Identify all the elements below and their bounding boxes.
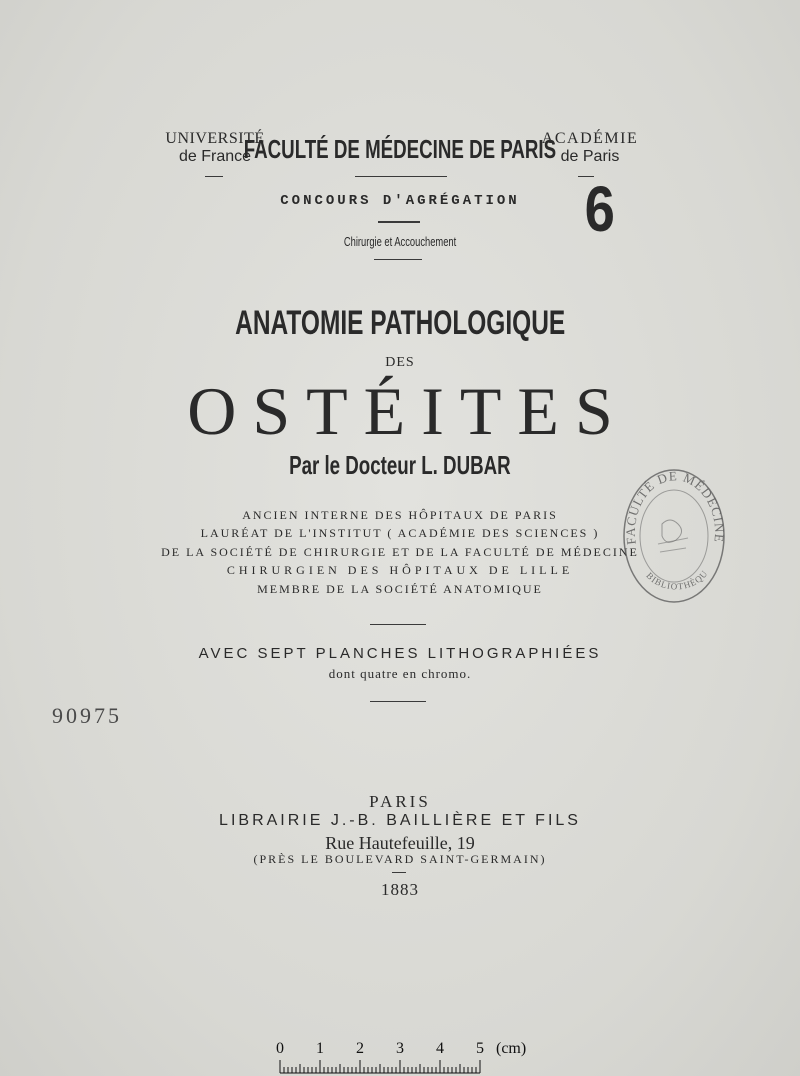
divider: [355, 176, 447, 177]
title-line-1: ANATOMIE PATHOLOGIQUE: [234, 304, 566, 342]
publication-year: 1883: [381, 880, 419, 899]
plates-line: AVEC SEPT PLANCHES LITHOGRAPHIÉES: [198, 645, 602, 662]
credential-line: ANCIEN INTERNE DES HÔPITAUX DE PARIS: [242, 508, 558, 522]
scale-label: 3: [396, 1040, 404, 1057]
faculty-heading: FACULTÉ DE MÉDECINE DE PARIS: [243, 134, 557, 164]
svg-text:FACULTÉ DE MÉDECINE DE PARIS: FACULTÉ DE MÉDECINE: [622, 468, 726, 546]
scale-label: 0: [276, 1040, 284, 1057]
credential-line: MEMBRE DE LA SOCIÉTÉ ANATOMIQUE: [257, 582, 543, 596]
academy-sublabel: de Paris: [560, 148, 620, 165]
credential-line: CHIRURGIEN DES HÔPITAUX DE LILLE: [226, 563, 574, 577]
academy-heading: [540, 130, 640, 166]
publisher-city: PARIS: [369, 792, 431, 811]
divider: [205, 176, 223, 177]
publisher-name: LIBRAIRIE J.-B. BAILLIÈRE ET FILS: [219, 812, 581, 829]
publisher-street: Rue Hautefeuille, 19: [325, 833, 475, 853]
university-label: UNIVERSITÉ: [165, 130, 265, 147]
library-stamp: [622, 464, 726, 604]
academy-label: ACADÉMIE: [541, 130, 639, 147]
volume-number: 6: [584, 173, 615, 245]
main-title: OSTÉITES: [187, 373, 629, 449]
divider: [370, 624, 426, 625]
stamp-seal-icon: [622, 464, 726, 604]
shelfmark-number: 90975: [52, 703, 122, 728]
svg-text:BIBLIOTHÈQUE: BIBLIOTHÈQU: [644, 568, 710, 592]
credential-line: DE LA SOCIÉTÉ DE CHIRURGIE ET DE LA FACULTÉ DE MÉDECINE: [161, 545, 639, 559]
scale-label: 4: [436, 1040, 444, 1057]
concours-heading: CONCOURS D'AGRÉGATION: [280, 193, 520, 209]
specialty-text: Chirurgie et Accouchement: [343, 234, 457, 249]
university-sublabel: de France: [178, 148, 252, 165]
title-line-2: DES: [385, 355, 415, 370]
scale-label: 5: [476, 1040, 484, 1057]
divider: [392, 872, 406, 873]
scale-label: 2: [356, 1040, 364, 1057]
divider: [370, 701, 426, 702]
measurement-scale: [276, 1040, 527, 1076]
author-line: Par le Docteur L. DUBAR: [289, 450, 511, 480]
scale-labels: [276, 1040, 536, 1058]
scale-label: 1: [316, 1040, 324, 1057]
divider: [374, 259, 422, 260]
plates-subline: dont quatre en chromo.: [328, 666, 472, 681]
ruler-icon: [276, 1060, 488, 1074]
scale-unit: (cm): [496, 1040, 527, 1057]
divider: [378, 221, 420, 223]
publisher-location: (PRÈS LE BOULEVARD SAINT-GERMAIN): [253, 852, 547, 866]
credential-line: LAURÉAT DE L'INSTITUT ( ACADÉMIE DES SCIENCES ): [200, 526, 600, 540]
